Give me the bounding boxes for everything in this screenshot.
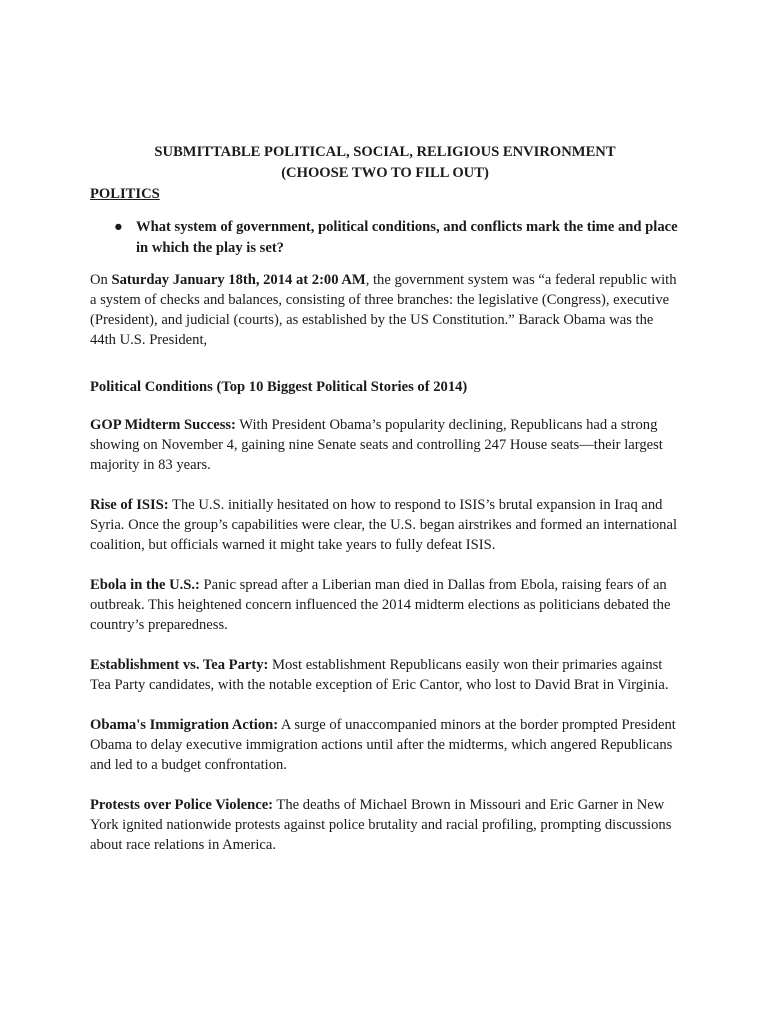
- story-paragraph: [90, 795, 680, 855]
- story-label: Protests over Police Violence:: [90, 797, 274, 813]
- intro-prefix: On: [90, 272, 112, 288]
- story-label: GOP Midterm Success:: [90, 417, 236, 433]
- title-line-1: SUBMITTABLE POLITICAL, SOCIAL, RELIGIOUS ENVIRONMENT: [154, 144, 616, 160]
- story-paragraph: [90, 575, 680, 635]
- intro-text: , the government system was “a federal republic with a system of checks and balances, consisting of three branches: the legislative (Congress), executive (President), and judicial (courts), as established by the US Constitution.” Barack Obama was the 44th U.S. President,: [90, 272, 677, 348]
- section-heading-politics: POLITICS: [90, 186, 160, 202]
- document-title: [90, 142, 680, 184]
- story-paragraph: [90, 495, 680, 555]
- story-label: Obama's Immigration Action:: [90, 717, 279, 733]
- question-text: What system of government, political conditions, and conflicts mark the time and place in which the play is set?: [136, 219, 678, 256]
- story-text: A surge of unaccompanied minors at the border prompted President Obama to delay executive immigration actions until after the midterms, which angered Republicans and led to a budget confrontation.: [90, 717, 676, 773]
- bullet-icon: ●: [114, 219, 123, 235]
- story-paragraph: [90, 715, 680, 775]
- story-label: Ebola in the U.S.:: [90, 577, 200, 593]
- story-label: Establishment vs. Tea Party:: [90, 657, 269, 673]
- question-item: [114, 217, 680, 259]
- intro-paragraph: [90, 270, 680, 350]
- title-line-2: (CHOOSE TWO TO FILL OUT): [281, 165, 489, 181]
- intro-date: Saturday January 18th, 2014 at 2:00 AM: [111, 272, 366, 288]
- story-paragraph: [90, 415, 680, 475]
- question-list: [90, 217, 680, 259]
- story-text: The deaths of Michael Brown in Missouri and Eric Garner in New York ignited nationwide protests against police brutality and racial profiling, prompting discussions about race relations in America.: [90, 797, 672, 853]
- story-text: Most establishment Republicans easily won their primaries against Tea Party candidates, with the notable exception of Eric Cantor, who lost to David Brat in Virginia.: [90, 657, 669, 693]
- story-text: Panic spread after a Liberian man died in Dallas from Ebola, raising fears of an outbreak. This heightened concern influenced the 2014 midterm elections as politicians debated the country’s preparedness.: [90, 577, 671, 633]
- story-text: The U.S. initially hesitated on how to respond to ISIS’s brutal expansion in Iraq and Syria. Once the group’s capabilities were clear, the U.S. began airstrikes and formed an international coalition, but officials warned it might take years to fully defeat ISIS.: [90, 497, 678, 553]
- political-conditions-heading: Political Conditions (Top 10 Biggest Political Stories of 2014): [90, 379, 468, 395]
- story-paragraph: [90, 655, 680, 695]
- story-text: With President Obama’s popularity declining, Republicans had a strong showing on November 4, gaining nine Senate seats and controlling 247 House seats—their largest majority in 83 years.: [90, 417, 663, 473]
- story-label: Rise of ISIS:: [90, 497, 169, 513]
